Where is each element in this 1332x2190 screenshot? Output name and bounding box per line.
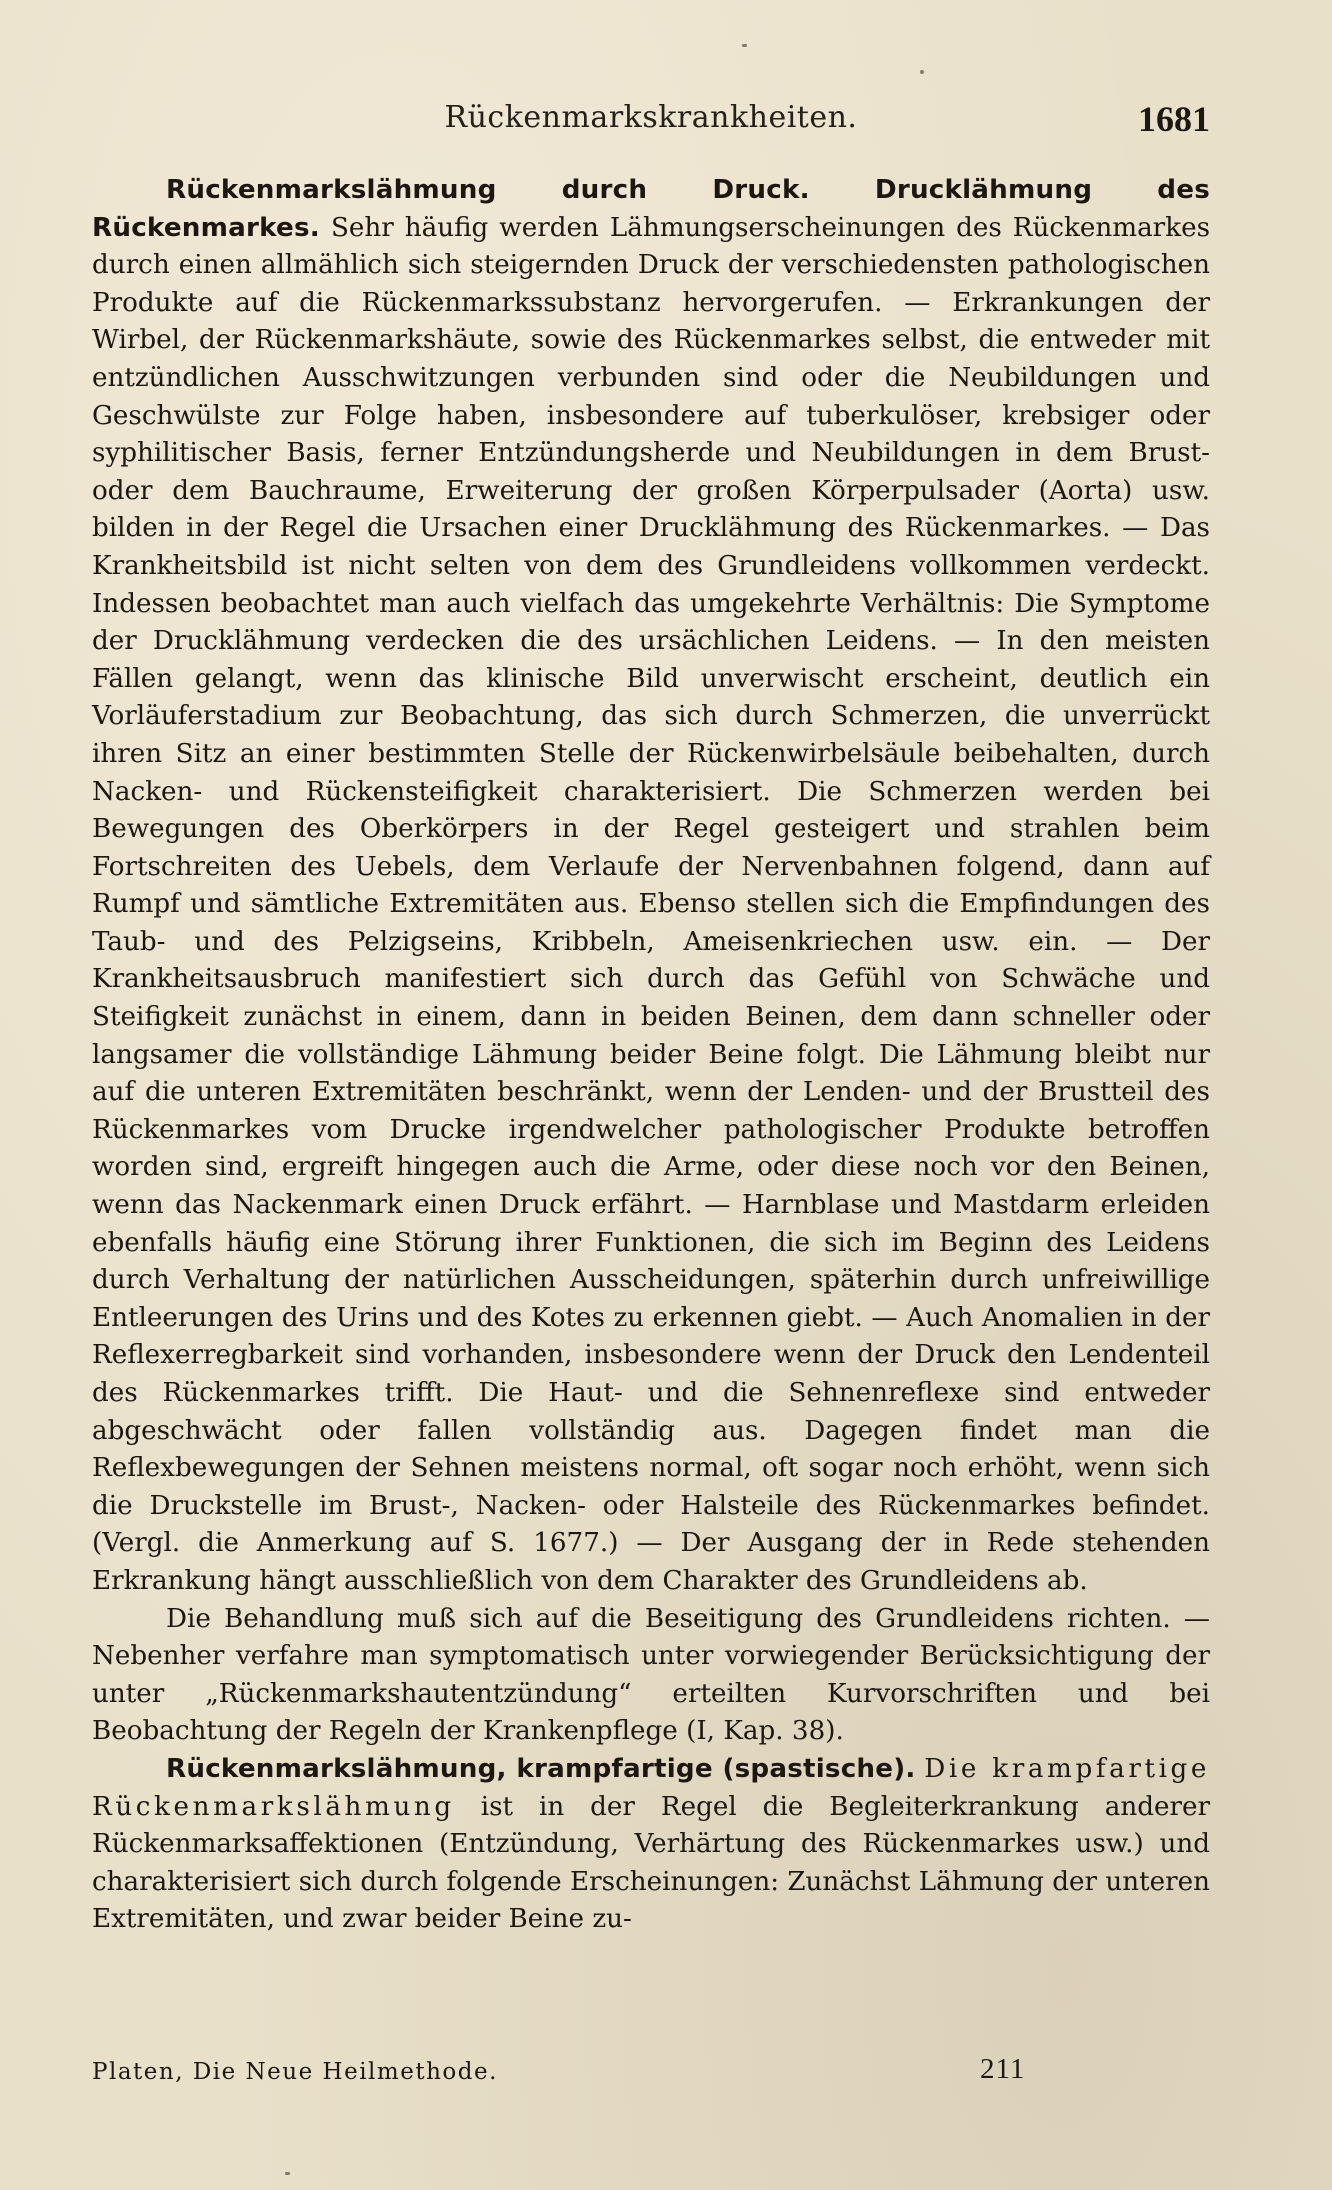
entry-heading-spastische-laehmung: Rückenmarkslähmung, krampfartige (spastische). (166, 1753, 916, 1784)
paper-speck (920, 70, 924, 74)
page-footer (92, 2053, 1210, 2093)
paper-speck (742, 44, 747, 47)
running-head (92, 70, 1210, 150)
paragraph-text: ist in der Regel die Begleiterkrankung anderer Rückenmarksaffektionen (Entzündung, Verhärtung des Rückenmarkes usw.) und charakterisiert sich durch folgende Erscheinungen: Zunächst Lähmung der unteren Extremitäten, und zwar beider Beine zu- (92, 1791, 1211, 1935)
article-body (92, 172, 1210, 1939)
paragraph-text: Sehr häufig werden Lähmungserscheinungen des Rückenmarkes durch einen allmählich sich steigernden Druck der verschiedensten pathologischen Produkte auf die Rückenmarkssubstanz hervorgerufen. — Erkrankungen der Wirbel, der Rückenmarkshäute, sowie des Rückenmarkes selbst, die entweder mit entzündlichen Ausschwitzungen verbunden sind oder die Neubildungen und Geschwülste zur Folge haben, insbesondere auf tuberkulöser, krebsiger oder syphilitischer Basis, ferner Entzündungsherde und Neubildungen in dem Brust- oder dem Bauchraume, Erweiterung der großen Körperpulsader (Aorta) usw. bilden in der Regel die Ursachen einer Drucklähmung des Rückenmarkes. — Das Krankheitsbild ist nicht selten von dem des Grundleidens vollkommen verdeckt. Indessen beobachtet man auch vielfach das umgekehrte Verhältnis: Die Symptome der Drucklähmung verdecken die des ursächlichen Leidens. — In den meisten Fällen gelangt, wenn das klinische Bild unverwischt erscheint, deutlich ein Vorläuferstadium zur Beobachtung, das sich durch Schmerzen, die unverrückt ihren Sitz an einer bestimmten Stelle der Rückenwirbelsäule beibehalten, durch Nacken- und Rückensteifigkeit charakterisiert. Die Schmerzen werden bei Bewegungen des Oberkörpers in der Regel gesteigert und strahlen beim Fortschreiten des Uebels, dem Verlaufe der Nervenbahnen folgend, dann auf Rumpf und sämtliche Extremitäten aus. Ebenso stellen sich die Empfindungen des Taub- und des Pelzigseins, Kribbeln, Ameisenkriechen usw. ein. — Der Krankheitsausbruch manifestiert sich durch das Gefühl von Schwäche und Steifigkeit zunächst in einem, dann in beiden Beinen, dem dann schneller oder langsamer die vollständige Lähmung beider Beine folgt. Die Lähmung bleibt nur auf die unteren Extremitäten beschränkt, wenn der Lenden- und der Brustteil des Rückenmarkes vom Drucke irgendwelcher pathologischer Produkte betroffen worden sind, ergreift hingegen auch die Arme, oder diese noch vor den Beinen, wenn das Nackenmark einen Druck erfährt. — Harnblase und Mastdarm erleiden ebenfalls häufig eine Störung ihrer Funktionen, die sich im Beginn des Leidens durch Verhaltung der natürlichen Ausscheidungen, späterhin durch unfreiwillige Entleerungen des Urins und des Kotes zu erkennen giebt. — Auch Anomalien in der Reflexerregbarkeit sind vorhanden, insbesondere wenn der Druck den Lendenteil des Rückenmarkes trifft. Die Haut- und die Sehnenreflexe sind entweder abgeschwächt oder fallen vollständig aus. Dagegen findet man die Reflexbewegungen der Sehnen meistens normal, oft sogar noch erhöht, wenn sich die Druckstelle im Brust-, Nacken- oder Halsteile des Rückenmarkes befindet. (Vergl. die Anmerkung auf S. 1677.) — Der Ausgang der in Rede stehenden Erkrankung hängt ausschließlich von dem Charakter des Grundleidens ab. (92, 212, 1211, 1596)
paragraph-behandlung (92, 1601, 1210, 1751)
book-signature: Platen, Die Neue Heilmethode. (92, 2059, 498, 2085)
paper-speck (285, 2172, 290, 2175)
page-number: 1681 (1138, 99, 1210, 139)
paragraph-spastische-laehmung (92, 1751, 1210, 1939)
paragraph-text: Die Behandlung muß sich auf die Beseitigung des Grundleidens richten. — Nebenher verfahre man symptomatisch unter vorwiegender Berücksichtigung der unter „Rückenmarkshautentzündung“ erteilten Kurvorschriften und bei Beobachtung der Regeln der Krankenpflege (I, Kap. 38). (92, 1603, 1210, 1747)
sheet-number: 211 (980, 2053, 1026, 2085)
running-title: Rückenmarkskrankheiten. (444, 100, 858, 135)
spaced-emphasis: Die krampfartige Rückenmarkslähmung (92, 1753, 1211, 1822)
entry-heading-drucklaehmung: Rückenmarkslähmung durch Druck. Drucklähmung des Rückenmarkes. (92, 175, 1210, 243)
paragraph-drucklaehmung (92, 172, 1210, 1601)
book-page (92, 70, 1210, 2140)
